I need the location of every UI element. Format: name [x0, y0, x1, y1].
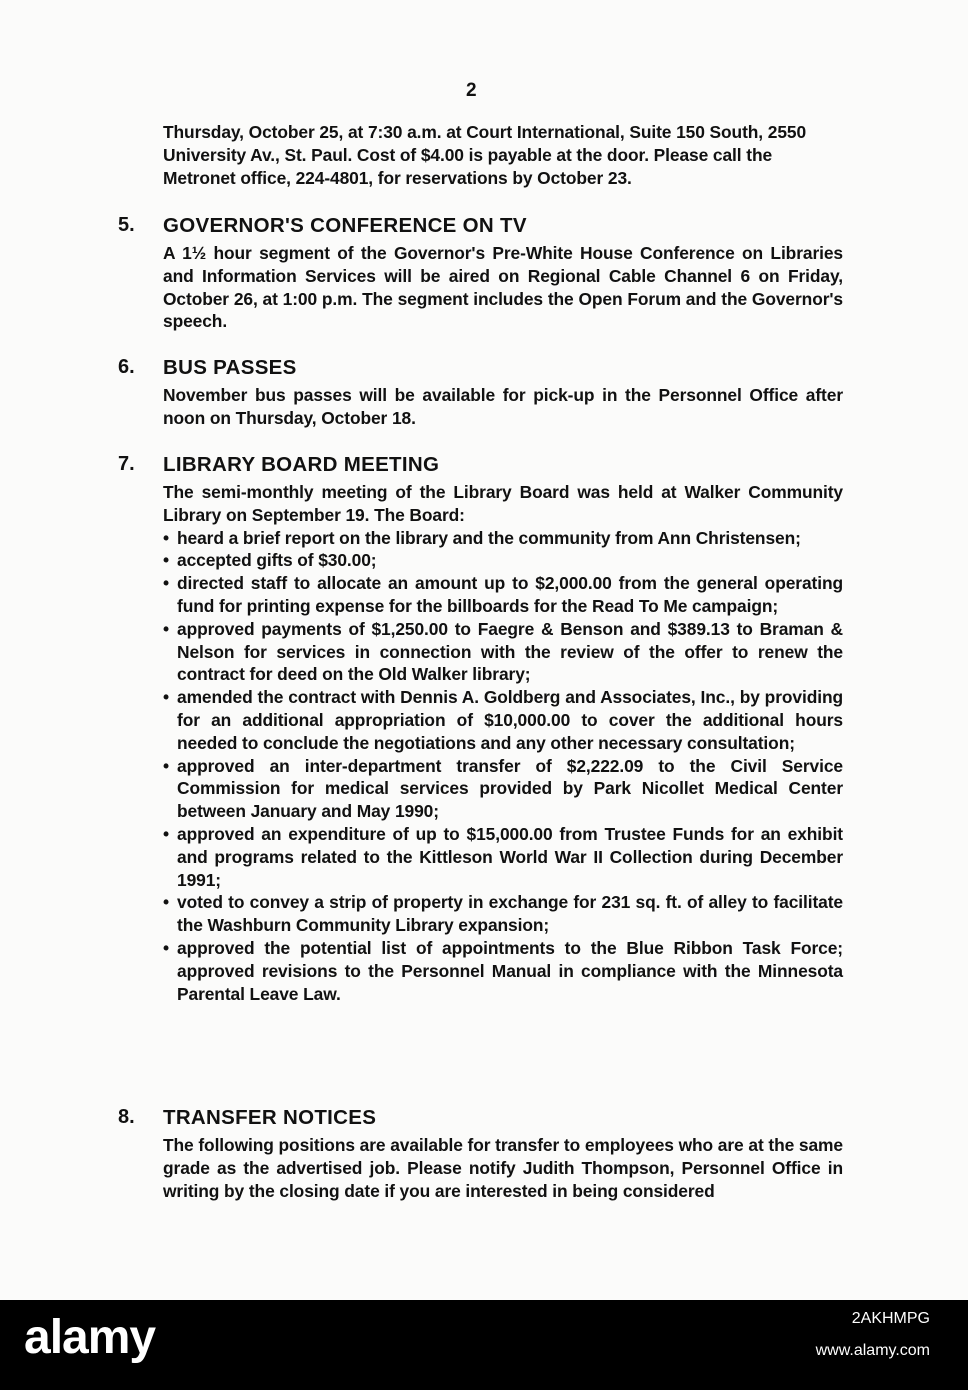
- section-number: 6.: [118, 356, 135, 378]
- section-title: LIBRARY BOARD MEETING: [163, 453, 440, 476]
- list-item: • voted to convey a strip of property in exchange for 231 sq. ft. of alley to facilitate the Washburn Community Library expansion;: [163, 891, 843, 937]
- page-number: 2: [466, 80, 477, 101]
- list-item: • accepted gifts of $30.00;: [163, 549, 843, 572]
- section-number: 5.: [118, 214, 135, 236]
- alamy-logo: alamy: [24, 1311, 156, 1364]
- list-item: • approved the potential list of appointments to the Blue Ribbon Task Force; approved revisions to the Personnel Manual in compliance with the Minnesota Parental Leave Law.: [163, 937, 843, 1005]
- list-item: • approved an expenditure of up to $15,000.00 from Trustee Funds for an exhibit and programs related to the Kittleson World War II Collection during December 1991;: [163, 823, 843, 891]
- image-id: 2AKHMPG: [851, 1310, 930, 1327]
- list-item: • amended the contract with Dennis A. Goldberg and Associates, Inc., by providing for an additional appropriation of $10,000.00 to cover the additional hours needed to conclude the negotiations and any other necessary consultation;: [163, 686, 843, 754]
- intro-paragraph: Thursday, October 25, at 7:30 a.m. at Court International, Suite 150 South, 2550 University Av., St. Paul. Cost of $4.00 is payable at the door. Please call the Metronet office, 224-4801, for reservations by October 23.: [163, 122, 807, 188]
- section-intro-text: The semi-monthly meeting of the Library Board was held at Walker Community Library on September 19. The Board:: [163, 482, 843, 525]
- section-body: The following positions are available for transfer to employees who are at the same grade as the advertised job. Please notify Judith Thompson, Personnel Office in writing by the closing date if you are interested in being considered: [163, 1135, 843, 1201]
- board-actions-list: [163, 527, 843, 1006]
- section-title: BUS PASSES: [163, 356, 297, 379]
- section-body: [163, 481, 843, 1005]
- section-body: November bus passes will be available for pick-up in the Personnel Office after noon on Thursday, October 18.: [163, 385, 843, 428]
- list-item: • directed staff to allocate an amount up to $2,000.00 from the general operating fund for printing expense for the billboards for the Read To Me campaign;: [163, 572, 843, 618]
- section-title: GOVERNOR'S CONFERENCE ON TV: [163, 214, 527, 237]
- list-item: • approved an inter-department transfer of $2,222.09 to the Civil Service Commission for medical services provided by Park Nicollet Medical Center between January and May 1990;: [163, 755, 843, 823]
- section-number: 8.: [118, 1106, 135, 1128]
- section-title: TRANSFER NOTICES: [163, 1106, 377, 1129]
- list-item: • heard a brief report on the library and the community from Ann Christensen;: [163, 527, 843, 550]
- section-number: 7.: [118, 453, 135, 475]
- list-item: • approved payments of $1,250.00 to Faegre & Benson and $389.13 to Braman & Nelson for services in connection with the review of the offer to renew the contract for deed on the Old Walker library;: [163, 618, 843, 686]
- section-body: A 1½ hour segment of the Governor's Pre-White House Conference on Libraries and Information Services will be aired on Regional Cable Channel 6 on Friday, October 26, at 1:00 p.m. The segment includes the Open Forum and the Governor's speech.: [163, 243, 843, 332]
- site-url: www.alamy.com: [815, 1342, 930, 1359]
